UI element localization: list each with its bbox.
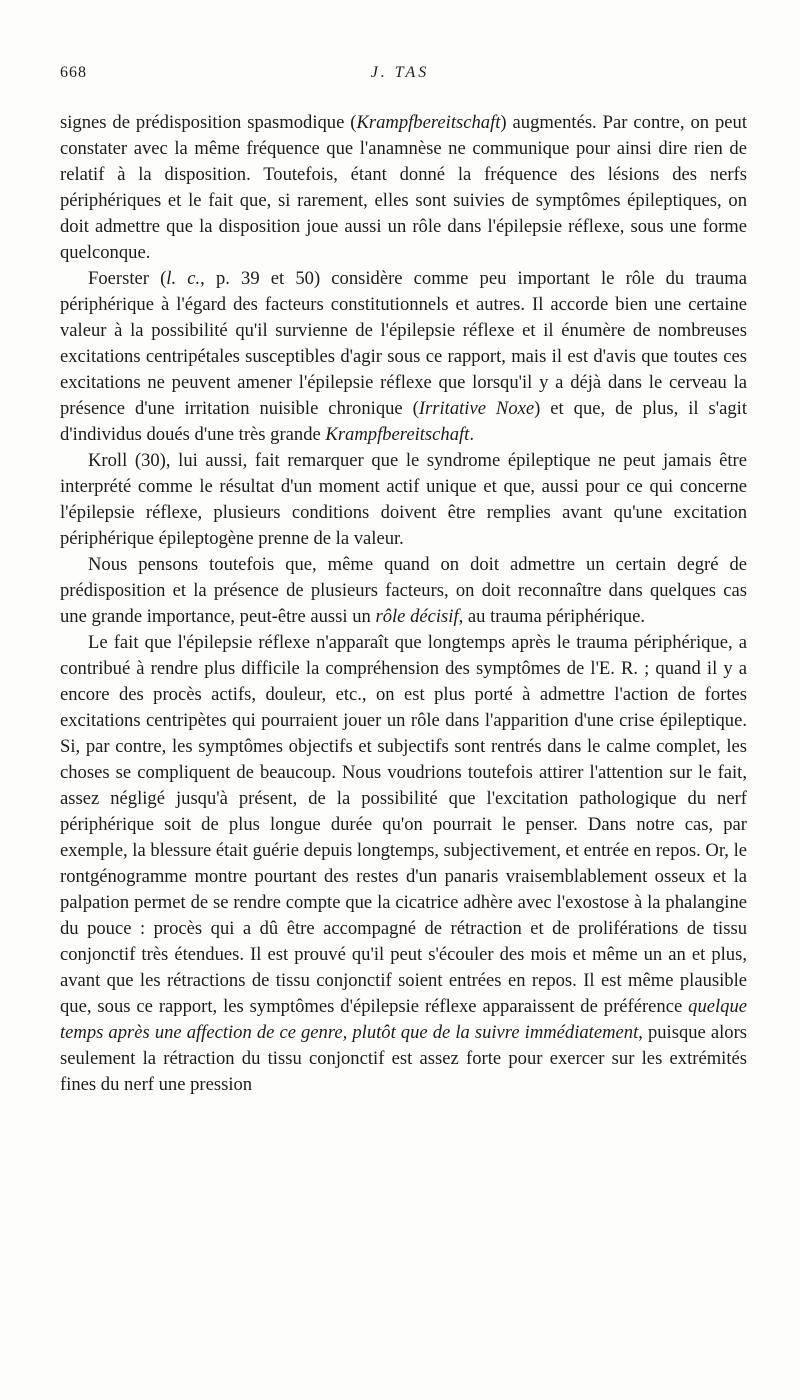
text-run: , p. 39 et 50) considère comme peu important le rôle du trauma périphérique à l'égard des facteurs constitutionnels et autres. Il accorde bien une certaine valeur à la possibilité qu'il survienne de l'épilepsie réflexe et il énumère de nombreuses excitations centripétales susceptibles d'agir sous ce rapport, mais il est d'avis que toutes ces excitations ne peuvent amener l'épilepsie réflexe que lorsqu'il y a déjà dans le cerveau la présence d'une irritation nuisible chronique ( <box>60 268 747 419</box>
paragraph <box>60 110 747 266</box>
text-run: . <box>469 424 474 445</box>
page-number: 668 <box>60 64 87 81</box>
text-run: signes de prédisposition spasmodique ( <box>60 112 357 133</box>
text-run: ) et que, de plus, il s'agit d'individus doués d'une très grande <box>60 398 747 445</box>
paragraph <box>60 552 747 630</box>
paragraph <box>60 630 747 1098</box>
text-run: Nous pensons toutefois que, même quand on doit admettre un certain degré de prédisposition et la présence de plusieurs facteurs, on doit reconnaître dans quelques cas une grande importance, peut-être aussi un <box>60 554 747 627</box>
italic-run: Krampfbereitschaft <box>325 424 470 445</box>
text-run: , puisque alors seulement la rétraction du tissu conjonctif est assez forte pour exercer sur les extrémités fines du nerf une pression <box>60 1022 748 1095</box>
page-header <box>60 64 740 94</box>
text-run: Foerster ( <box>88 268 167 289</box>
paragraph <box>60 448 747 552</box>
italic-run: Irritative Noxe <box>418 398 535 419</box>
running-head: J. TAS <box>370 64 430 81</box>
italic-run: Krampfbereitschaft <box>356 112 501 133</box>
italic-run: quelque temps après une affection de ce genre, plutôt que de la suivre immédiatement <box>60 996 747 1043</box>
text-run: , au trauma périphérique. <box>458 606 645 627</box>
italic-run: rôle décisif <box>375 606 459 627</box>
italic-run: l. c. <box>166 268 201 289</box>
body-text <box>60 110 747 1098</box>
text-run: ) augmentés. Par contre, on peut constater avec la même fréquence que l'anamnèse ne communique pour ainsi dire rien de relatif à la disposition. Toutefois, étant donné la fréquence des lésions des nerfs périphériques et le fait que, si rarement, elles sont suivies de symptômes épileptiques, on doit admettre que la disposition joue aussi un rôle dans l'épilepsie réflexe, sous une forme quelconque. <box>60 112 748 263</box>
paragraph <box>60 266 747 448</box>
text-run: Le fait que l'épilepsie réflexe n'apparaît que longtemps après le trauma périphérique, a contribué à rendre plus difficile la compréhension des symptômes de l'E. R. ; quand il y a encore des procès actifs, douleur, etc., on est plus porté à admettre l'action de fortes excitations centripètes qui pourraient jouer un rôle dans l'apparition d'une crise épileptique. Si, par contre, les symptômes objectifs et subjectifs sont rentrés dans le calme complet, les choses se compliquent de beaucoup. Nous voudrions toutefois attirer l'attention sur le fait, assez négligé jusqu'à présent, de la possibilité que l'excitation pathologique du nerf périphérique soit de plus longue durée qu'on pourrait le penser. Dans notre cas, par exemple, la blessure était guérie depuis longtemps, subjectivement, et entrée en repos. Or, le rontgénogramme montre pourtant des restes d'un panaris vraisemblablement osseux et la palpation permet de se rendre compte que la cicatrice adhère avec l'exostose à la phalangine du pouce : procès qui a dû être accompagné de rétraction et de proliférations de tissu conjonctif très étendues. Il est prouvé qu'il peut s'écouler des mois et même un an et plus, avant que les rétractions de tissu conjonctif soient entrées en repos. Il est même plausible que, sous ce rapport, les symptômes d'épilepsie réflexe apparaissent de préférence <box>60 632 747 1017</box>
text-run: Kroll (30), lui aussi, fait remarquer que le syndrome épileptique ne peut jamais être interprété comme le résultat d'un moment actif unique et que, aussi pour ce qui concerne l'épilepsie réflexe, plusieurs conditions doivent être remplies avant qu'une excitation périphérique épileptogène prenne de la valeur. <box>60 450 747 549</box>
